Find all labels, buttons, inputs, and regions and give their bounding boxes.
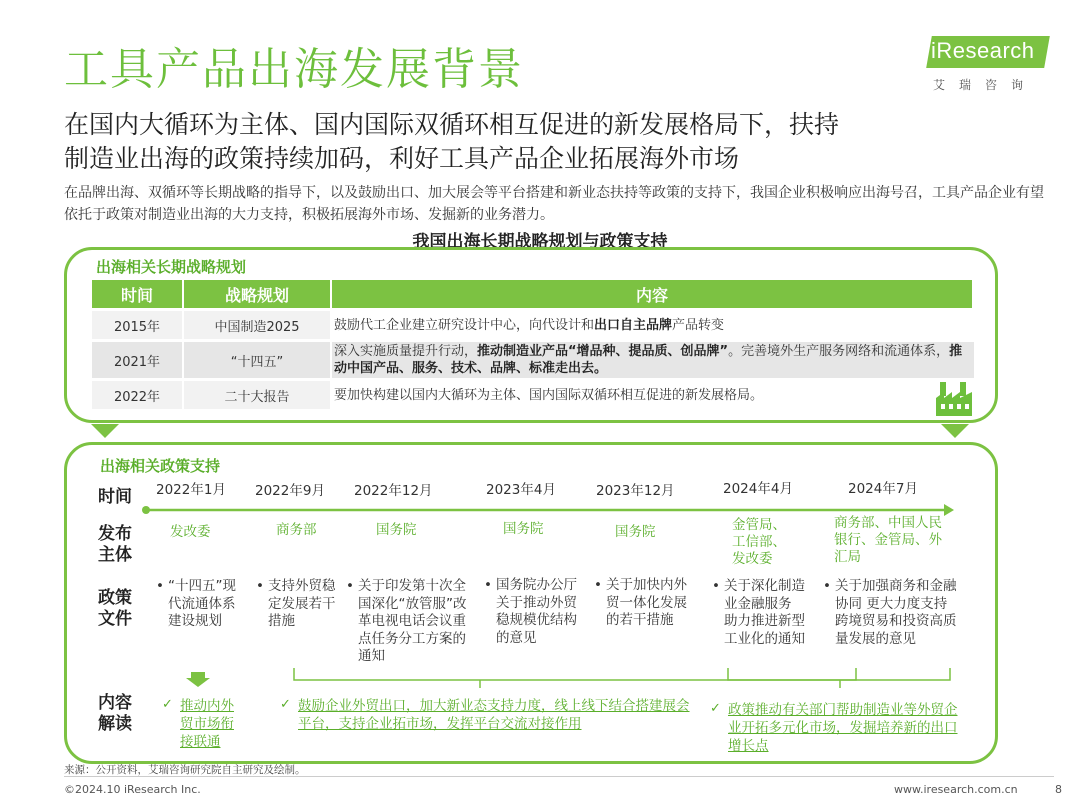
- policy-issuer: 发改委: [170, 524, 211, 540]
- policy-section-label: 出海相关政策支持: [100, 457, 221, 475]
- column-header-plan: 战略规划: [184, 280, 332, 308]
- interpretation-text: 推动内外贸市场衔接联通: [180, 698, 234, 750]
- row-label-document: 政策 文件: [98, 588, 132, 629]
- policy-document: • 关于加快内外贸一体化发展的若干措施: [594, 577, 687, 628]
- interpretation-brackets: [180, 660, 960, 690]
- policy-document: • 关于加强商务和金融协同 更大力度支持跨境贸易和投资高质量发展的意见: [823, 578, 957, 647]
- row-plan: 中国制造2025: [184, 311, 332, 339]
- policy-date: 2022年9月: [255, 483, 325, 499]
- table-row: [92, 381, 974, 409]
- row-label-time: 时间: [98, 487, 132, 507]
- policy-date: 2024年4月: [723, 481, 793, 497]
- page-subtitle: [64, 108, 1044, 176]
- column-header-time: 时间: [92, 280, 184, 308]
- interpretation-text: 鼓励企业外贸出口，加大新业态支持力度，线上线下结合搭建展会平台，支持企业拓市场，发挥平台交流对接作用: [298, 698, 690, 732]
- policy-document: • 关于深化制造业金融服务 助力推进新型工业化的通知: [712, 578, 805, 647]
- check-icon: ✓: [280, 697, 291, 712]
- strategy-table: [92, 277, 974, 412]
- check-icon: ✓: [162, 697, 173, 712]
- policy-date: 2022年1月: [156, 482, 226, 498]
- policy-date: 2023年4月: [486, 482, 556, 498]
- intro-paragraph: 在品牌出海、双循环等长期战略的指导下，以及鼓励出口、加大展会等平台搭建和新业态扶持等政策的支持下，我国企业积极响应出海号召，工具产品企业有望依托于政策对制造业出海的大力支持，积极拓展海外市场、发掘新的业务潜力。: [64, 185, 1044, 223]
- table-row: [92, 342, 974, 378]
- row-content: 深入实施质量提升行动，推动制造业产品“增品种、提品质、创品牌”。完善境外生产服务网络和流通体系，推动中国产品、服务、技术、品牌、标准走出去。: [332, 342, 974, 378]
- row-year: 2015年: [92, 311, 184, 339]
- policy-document: • 关于印发第十次全国深化“放管服”改革电视电话会议重点任务分工方案的通知: [346, 578, 467, 664]
- table-header-row: [92, 280, 974, 308]
- policy-date: 2022年12月: [354, 483, 433, 499]
- policy-issuer: 国务院: [503, 521, 544, 537]
- check-icon: ✓: [710, 701, 721, 716]
- subtitle-line-1: 在国内大循环为主体、国内国际双循环相互促进的新发展格局下，扶持: [64, 110, 840, 139]
- website-link[interactable]: www.iresearch.com.cn: [894, 783, 1018, 796]
- row-content: 鼓励代工企业建立研究设计中心，向代设计和出口自主品牌产品转变: [334, 317, 725, 333]
- policy-issuer: 国务院: [615, 524, 656, 540]
- subtitle-line-2: 制造业出海的政策持续加码，利好工具产品企业拓展海外市场: [64, 144, 740, 173]
- page-number: 8: [1055, 783, 1062, 796]
- row-year: 2021年: [92, 342, 184, 378]
- policy-issuer: 商务部: [276, 522, 317, 538]
- row-plan: 二十大报告: [184, 381, 332, 409]
- policy-issuer: 金管局、工信部、发改委: [732, 517, 786, 567]
- policy-issuer: 商务部、中国人民银行、金管局、外汇局: [834, 515, 942, 565]
- logo-brand: iResearch: [931, 38, 1035, 63]
- row-label-issuer: 发布 主体: [98, 524, 132, 565]
- page-title: 工具产品出海发展背景: [64, 44, 524, 95]
- source-note: 来源：公开资料，艾瑞咨询研究院自主研究及绘制。: [64, 764, 306, 776]
- row-label-interpretation: 内容 解读: [98, 693, 132, 734]
- panel-title: 我国出海长期战略规划与政策支持: [412, 232, 668, 252]
- factory-icon: [934, 378, 974, 418]
- copyright: ©2024.10 iResearch Inc.: [64, 783, 201, 796]
- iresearch-logo: [925, 36, 1050, 96]
- row-year: 2022年: [92, 381, 184, 409]
- policy-date: 2023年12月: [596, 483, 675, 499]
- policy-issuer: 国务院: [376, 522, 417, 538]
- footer-divider: [64, 776, 1054, 777]
- policy-document: • “十四五”现代流通体系建设规划: [156, 578, 236, 629]
- interpretation-text: 政策推动有关部门帮助制造业等外贸企业开拓多元化市场，发掘培养新的出口增长点: [728, 702, 958, 754]
- row-content: 要加快构建以国内大循环为主体、国内国际双循环相互促进的新发展格局。: [334, 387, 764, 403]
- row-plan: “十四五”: [184, 342, 332, 378]
- table-row: [92, 311, 974, 339]
- policy-document: • 支持外贸稳定发展若干措施: [256, 578, 336, 629]
- logo-subtitle: 艾瑞咨询: [933, 78, 1038, 92]
- column-header-content: 内容: [332, 280, 974, 308]
- strategy-section-label: 出海相关长期战略规划: [96, 258, 247, 276]
- policy-date: 2024年7月: [848, 481, 918, 497]
- policy-document: • 国务院办公厅关于推动外贸稳规模优结构的意见: [484, 577, 577, 646]
